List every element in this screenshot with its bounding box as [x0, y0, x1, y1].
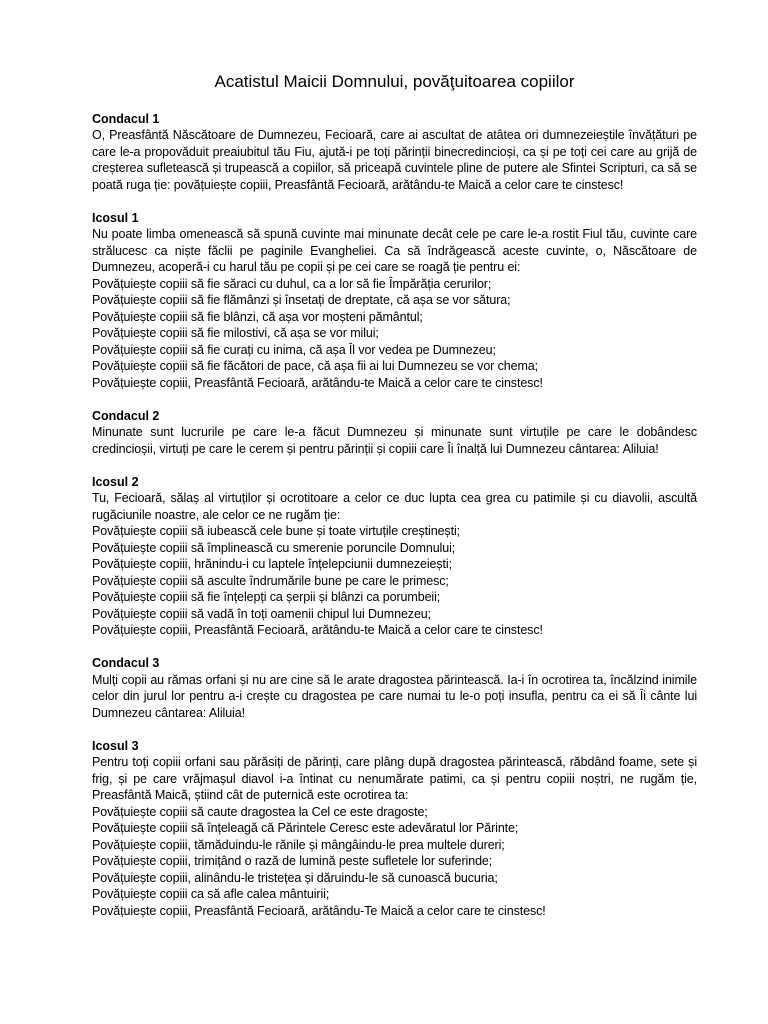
section-icosul-3	[92, 738, 697, 920]
invocation-line: Povățuiește copiii, Preasfântă Fecioară, arătându-Te Maică a celor care te cinstesc!	[92, 903, 546, 918]
spacer	[92, 193, 697, 210]
spacer	[92, 391, 697, 408]
invocation-line: Povățuiește copiii, Preasfântă Fecioară, arătându-te Maică a celor care te cinstesc!	[92, 375, 543, 390]
section-condacul-3	[92, 655, 697, 721]
invocation-line: Povățuiește copiii să iubească cele bune și toate virtuțile creștinești;	[92, 524, 461, 538]
invocation-line: Povățuiește copiii să fie săraci cu duhul, ca a lor să fie Împărăția cerurilor;	[92, 276, 492, 291]
invocation-line: Povățuiește copiii să fie flămânzi și însetați de dreptate, că așa se vor sătura;	[92, 293, 511, 307]
invocation-line: Povățuiește copiii, alinându-le tristețea și dăruindu-le să cunoască bucuria;	[92, 870, 498, 885]
section-heading: Condacul 1	[92, 111, 160, 126]
section-heading: Condacul 2	[92, 408, 160, 423]
invocation-line: Povățuiește copiii să fie curați cu inima, că așa Îl vor vedea pe Dumnezeu;	[92, 342, 496, 357]
invocation-line: Povățuiește copiii, tămăduindu-le rănile și mângâindu-le prea multele dureri;	[92, 837, 505, 852]
invocation-line: Povățuiește copiii să fie făcători de pace, că așa fii ai lui Dumnezeu se vor chema;	[92, 359, 539, 373]
invocation-line: Povățuiește copiii, trimițând o rază de lumină peste sufletele lor suferinde;	[92, 854, 493, 868]
section-paragraph: Pentru toți copiii orfani sau părăsiți de părinți, care plâng după dragostea părintească, răbdând foame, sete și frig, și pe care vrăjmașul diavol i-a întinat cu nenumărate patimi, ca și pentru copiii noștri, ne rugăm ție, Preasfântă Maică, știind cât de puternică este ocrotirea ta:	[92, 755, 697, 802]
section-condacul-2	[92, 408, 697, 458]
section-heading: Icosul 1	[92, 210, 139, 225]
section-paragraph: Tu, Fecioară, sălaș al virtuților și ocrotitoare a celor ce duc lupta cea grea cu patimile și cu diavolii, ascultă rugăciunile noastre, ale celor ce ne rugăm ție:	[92, 491, 697, 522]
document-page	[92, 0, 697, 919]
section-paragraph: O, Preasfântă Născătoare de Dumnezeu, Fecioară, care ai ascultat de atâtea ori dumnezeieștile învățături pe care le-a propovăduit preaiubitul tău Fiu, ajută-i pe toți părinții binecredincioși, ca și pe toți cei care au grijă de creșterea sufletească și trupească a copiilor, să priceapă cuvintele pline de putere ale Sfintei Scripturi, ca să se poată ruga ție: povățuiește copiii, Preasfântă Fecioară, arătându-te Maică a celor care te cinstesc!	[92, 128, 697, 192]
section-heading: Icosul 2	[92, 474, 139, 489]
invocation-line: Povățuiește copiii să fie înțelepți ca șerpii și blânzi ca porumbeii;	[92, 590, 441, 604]
document-title: Acatistul Maicii Domnului, povăţuitoarea copiilor	[214, 72, 575, 91]
section-heading: Condacul 3	[92, 656, 160, 670]
invocation-line: Povățuiește copiii să împlinească cu smerenie poruncile Domnului;	[92, 540, 456, 555]
invocation-line: Povățuiește copiii să asculte îndrumările bune pe care le primesc;	[92, 573, 449, 588]
section-paragraph: Mulți copii au rămas orfani și nu are cine să le arate dragostea părintească. Ia-i în ocrotirea ta, încălzind inimile celor din jurul lor pentru a-i crește cu dragostea pe care numai tu le-o poți insufla, pentru ca ei să Îi cânte lui Dumnezeu cântarea: Aliluia!	[92, 672, 697, 720]
spacer	[92, 94, 697, 111]
invocation-line: Povățuiește copiii să fie blânzi, că așa vor moșteni pământul;	[92, 309, 423, 324]
invocation-line: Povățuiește copiii, hrănindu-i cu laptele înțelepciunii dumnezeiești;	[92, 557, 452, 571]
section-icosul-2	[92, 474, 697, 639]
section-paragraph: Minunate sunt lucrurile pe care le-a făcut Dumnezeu și minunate sunt virtuțile pe care le dobândesc credincioșii, virtuți pe care le cerem și pentru părinții și copiii care Îi înalță lui Dumnezeu cântarea: Aliluia!	[92, 425, 697, 456]
invocation-line: Povățuiește copiii, Preasfântă Fecioară, arătându-te Maică a celor care te cinstesc!	[92, 623, 543, 637]
spacer	[92, 721, 697, 738]
invocation-line: Povățuiește copiii să înțeleagă că Părintele Ceresc este adevăratul lor Părinte;	[92, 821, 519, 835]
invocation-line: Povățuiește copiii să fie milostivi, că așa se vor milui;	[92, 326, 379, 340]
spacer	[92, 639, 697, 656]
section-paragraph: Nu poate limba omenească să spună cuvinte mai minunate decât cele pe care le-a rostit Fiul tău, cuvinte care strălucesc ca niște făclii pe paginile Evangheliei. Ca să îndrăgească aceste cuvinte, o, Născătoare de Dumnezeu, acoperă-i cu harul tău pe copii și pe cei care se roagă ție pentru ei:	[92, 227, 697, 274]
spacer	[92, 457, 697, 474]
section-condacul-1	[92, 111, 697, 194]
invocation-line: Povățuiește copiii ca să afle calea mântuirii;	[92, 887, 330, 901]
invocation-line: Povățuiește copiii să vadă în toți oamenii chipul lui Dumnezeu;	[92, 606, 432, 621]
section-icosul-1	[92, 210, 697, 392]
section-heading: Icosul 3	[92, 738, 139, 753]
invocation-line: Povățuiește copiii să caute dragostea la Cel ce este dragoste;	[92, 804, 428, 819]
